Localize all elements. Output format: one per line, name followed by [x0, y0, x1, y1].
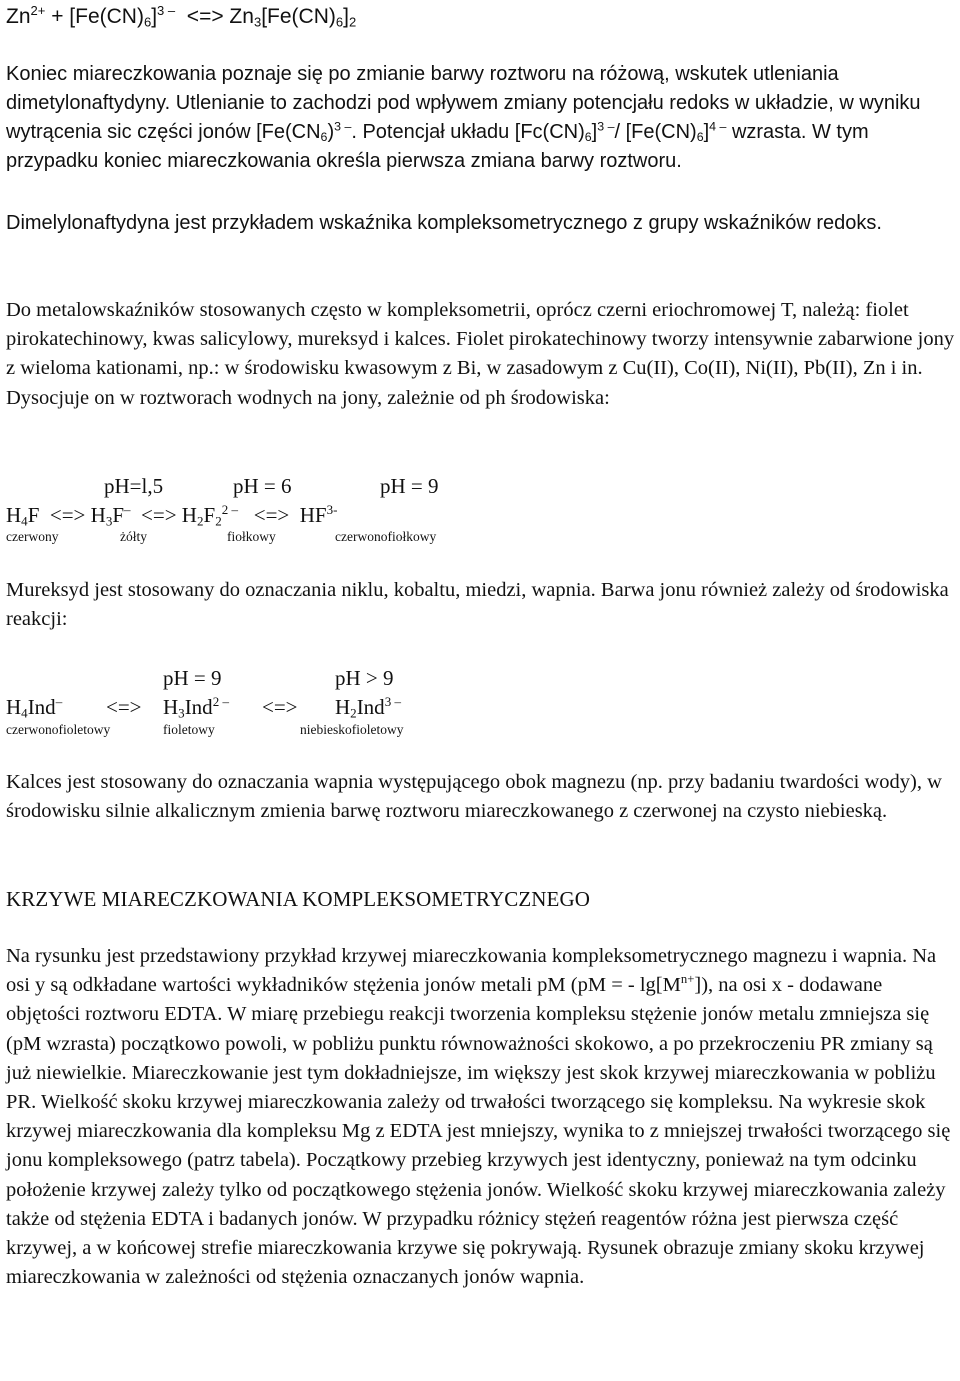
eq-text: Ind — [184, 695, 213, 719]
para-text: ] — [703, 121, 710, 143]
paragraph-titration-curves — [6, 942, 956, 1292]
paragraph-calces: Kalces jest stosowany do oznaczania wapnia występującego obok magnezu (np. przy badaniu twardości wody), w środowisku silnie alkalicznym zmienia barwę roztworu miareczkowanego z czerwonej na czysto niebieską. — [6, 771, 942, 823]
eq-sub: 2 — [215, 513, 222, 529]
eq-sub: 3 — [178, 705, 185, 721]
para-sub: 6 — [696, 130, 704, 145]
color-label: czerwonofiołkowy — [335, 529, 437, 544]
paragraph-endpoint — [6, 60, 956, 176]
eq-sup: 3 – — [384, 693, 401, 709]
eq-text: <=> HF — [237, 503, 327, 527]
paragraph-murexide: Mureksyd jest stosowany do oznaczania niklu, kobaltu, miedzi, wapnia. Barwa jonu również zależy od środowiska reakcji: — [6, 579, 949, 631]
eq-sub: 2 — [348, 14, 357, 30]
para-text: . Potencjał układu [Fc(CN) — [351, 121, 585, 143]
eq-text: H — [6, 503, 22, 527]
eq-text: ] — [343, 5, 349, 28]
para-sup: n+ — [680, 972, 695, 987]
section-heading: KRZYWE MIARECZKOWANIA KOMPLEKSOMETRYCZNEGO — [6, 887, 591, 911]
eq-sub: 3 — [253, 14, 262, 30]
paragraph-indicator: Dimelylonaftydyna jest przykładem wskaźnika kompleksometrycznego z grupy wskaźników redoks. — [6, 212, 882, 234]
eq-text: <=> H — [130, 503, 197, 527]
eq-text: + [Fe(CN) — [45, 5, 144, 28]
eq-text: F — [203, 503, 216, 527]
color-label: żółty — [120, 529, 147, 544]
eq-text: Ind — [356, 695, 385, 719]
para-text: Koniec miareczkowania poznaje się po zmianie barwy roztworu na różową, wskutek utleniania dimetylonaftydyny. Utlenianie to zachodzi pod wpływem zmiany potencjału redoks w układzie, w wyniku wytrącenia sic części jonów [Fe(CN — [6, 63, 921, 143]
scheme-2-species-1 — [6, 695, 62, 720]
para-text: ] — [591, 121, 598, 143]
paragraph-metallochromic: Do metalowskaźników stosowanych często w kompleksometrii, oprócz czerni eriochromowej T, należą: fiolet pirokatechinowy, kwas salicylowy, mureksyd i kalces. Fiolet pirokatechinowy tworzy intensywnie zabarwione jony z wieloma kationami, np.: w środowisku kwasowym z Bi, w zasadowym z Cu(II), Co(II), Ni(II), Pb(II), Zn i in. Dysocjuje on w roztworach wodnych na jony, zależnie od ph środowiska: — [6, 299, 955, 409]
scheme-2-species-2 — [163, 695, 229, 720]
eq-text: H — [6, 695, 22, 719]
eq-text: Ind — [27, 695, 56, 719]
eq-text: H — [163, 695, 179, 719]
ph-label: pH > 9 — [335, 666, 394, 690]
eq-text: F <=> H — [27, 503, 106, 527]
ph-label: pH=l,5 — [104, 474, 164, 498]
ph-label: pH = 9 — [163, 666, 222, 690]
eq-text: [Fe(CN) — [261, 5, 336, 28]
para-sup: 4 – — [709, 119, 727, 134]
para-text: ) — [327, 121, 335, 143]
eq-text: H — [335, 695, 351, 719]
para-sup: 3 – — [334, 119, 352, 134]
ph-label: pH = 9 — [380, 474, 439, 498]
equilibrium-arrow: <=> — [106, 695, 142, 719]
para-text: Na rysunku jest przedstawiony przykład krzywej miareczkowania kompleksometrycznego magnezu i wapnia. Na osi y są odkładane wartości wykładników stężenia jonów metali pM (pM = - lg[M — [6, 945, 937, 997]
scheme-1-equation — [6, 503, 337, 528]
color-label: fiołkowy — [227, 529, 276, 544]
color-label: fioletowy — [163, 722, 215, 737]
eq-text: ] — [151, 5, 158, 28]
eq-text: <=> Zn — [175, 5, 254, 28]
para-text: / [Fe(CN) — [614, 121, 697, 143]
para-sub: 6 — [320, 130, 328, 145]
ph-label: pH = 6 — [233, 474, 292, 498]
eq-sup: – — [124, 501, 131, 517]
para-text: wzrasta. W tym przypadku koniec miareczkowania określa pierwsza zmiana barwy roztworu. — [6, 121, 869, 172]
para-sup: 3 – — [597, 119, 615, 134]
color-label: czerwonofioletowy — [6, 722, 111, 737]
color-label: niebieskofioletowy — [300, 722, 404, 737]
para-text: ]), na osi x - dodawane objętości roztworu EDTA. W miarę przebiegu reakcji tworzenia kompleksu stężenie jonów metalu zmniejsza się (pM wzrasta) początkowo powoli, w pobliżu punktu równoważności skokowo, a po przekroczeniu PR zmiany są już niewielkie. Miareczkowanie jest tym dokładniejsze, im większy jest skok krzywej miareczkowania w pobliżu PR. Wielkość skoku krzywej miareczkowania zależy od trwałości tworzącego się kompleksu. Na wykresie skok krzywej miareczkowania dla kompleksu Mg z EDTA jest mniejszy, wynika to z mniejszej trwałości tworzącego się jonu kompleksowego (patrz tabela). Początkowy przebieg krzywych jest identyczny, ponieważ na tym odcinku położenie krzywej zależy tylko od początkowego stężenia jonów. Wielkość skoku krzywej miareczkowania zależy także od stężenia EDTA i badanych jonów. W przypadku różnicy stężeń reagentów różna jest pierwsza część krzywej, a w końcowej strefie miareczkowania krzywe się pokrywają. Rysunek obrazuje zmiany skoku krzywej miareczkowania w zależności od stężenia oznaczanych jonów wapnia. — [6, 974, 951, 1289]
scheme-2-species-3 — [335, 695, 401, 720]
top-equation — [6, 2, 357, 30]
eq-sub: 4 — [21, 705, 28, 721]
eq-sup: 2+ — [30, 2, 46, 18]
eq-sup: 2 – — [212, 693, 229, 709]
eq-sup: 3- — [326, 501, 338, 517]
eq-text: Zn — [6, 5, 31, 28]
eq-sup: – — [55, 693, 63, 709]
eq-sub: 3 — [105, 513, 113, 529]
eq-sup: 2 – — [221, 501, 238, 517]
color-label: czerwony — [6, 529, 59, 544]
eq-sub: 2 — [350, 705, 357, 721]
eq-sub: 6 — [143, 14, 152, 30]
eq-sub: 4 — [21, 513, 28, 529]
eq-sub: 6 — [335, 14, 344, 30]
eq-text: F — [112, 503, 125, 527]
para-sub: 6 — [584, 130, 592, 145]
eq-sub: 2 — [196, 513, 204, 529]
equilibrium-arrow: <=> — [262, 695, 298, 719]
eq-sup: 3 – — [157, 2, 176, 18]
